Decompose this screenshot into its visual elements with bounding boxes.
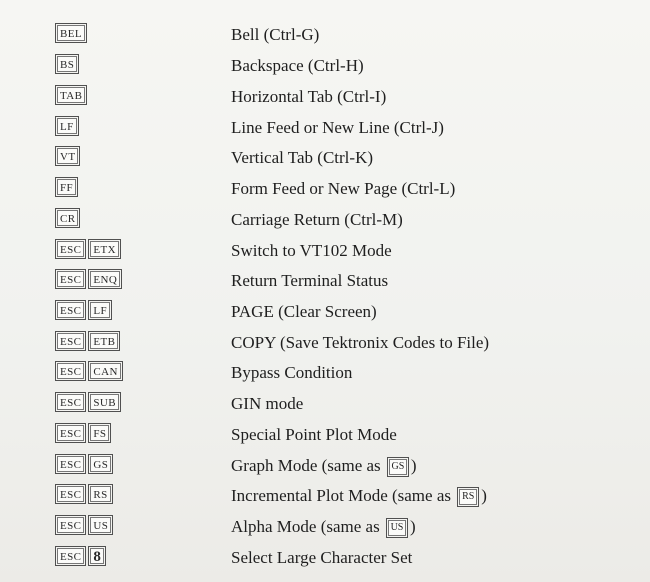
key-sequence [55,546,108,568]
row-description: Carriage Return (Ctrl-M) [231,210,403,229]
key-label: ESC [55,361,86,381]
key-label: ESC [55,423,86,443]
key-label: FS [88,423,111,443]
table-row [0,481,650,511]
row-description: Line Feed or New Line (Ctrl-J) [231,118,444,137]
key-label: 8 [88,546,106,566]
key-label: ESC [55,300,86,320]
key-sequence [55,361,125,383]
key-label: CR [55,208,80,228]
description-text-before: Incremental Plot Mode (same as [231,486,456,505]
inline-key-label: GS [387,457,409,477]
row-description: Horizontal Tab (Ctrl-I) [231,87,387,106]
key-label: CAN [88,361,122,381]
table-row [0,512,650,542]
description-text-after: ) [481,486,487,505]
table-row [0,389,650,419]
row-description [231,512,416,542]
key-sequence [55,484,115,506]
row-description: Bypass Condition [231,363,353,382]
key-label: ESC [55,392,86,412]
row-description: PAGE (Clear Screen) [231,302,377,321]
key-label: RS [88,484,112,504]
description-text-before: Alpha Mode (same as [231,517,384,536]
key-label: TAB [55,85,87,105]
row-description: Special Point Plot Mode [231,425,397,444]
row-description: Vertical Tab (Ctrl-K) [231,148,374,167]
row-description: Return Terminal Status [231,271,389,290]
table-row [0,205,650,235]
key-label: ESC [55,454,86,474]
key-label: LF [55,116,79,136]
key-sequence [55,177,80,199]
key-label: VT [55,146,80,166]
key-label: ESC [55,331,86,351]
key-sequence [55,454,115,476]
table-row [0,82,650,112]
key-sequence [55,331,122,353]
key-label: ENQ [88,269,122,289]
description-text-after: ) [410,456,417,475]
row-description [231,451,417,481]
description-text-before: Graph Mode (same as [231,456,385,475]
key-label: LF [88,300,112,320]
row-description: COPY (Save Tektronix Codes to File) [231,333,490,352]
key-label: ESC [55,515,86,535]
description-text-after: ) [409,517,416,536]
table-row [0,328,650,358]
key-sequence [55,392,123,414]
table-row [0,297,650,327]
key-sequence [55,423,113,445]
key-sequence [55,116,81,138]
table-row [0,266,650,296]
key-sequence [55,54,81,76]
table-row [0,143,650,173]
table-row [0,20,650,50]
table-row [0,236,650,266]
table-row [0,451,650,481]
key-label: BS [55,54,79,74]
table-row [0,358,650,388]
inline-key-label: US [386,518,408,538]
key-sequence [55,300,114,322]
key-sequence [55,146,82,168]
key-sequence [55,85,89,107]
key-label: FF [55,177,78,197]
key-label: ETB [88,331,120,351]
inline-key-label: RS [457,487,479,507]
key-label: ESC [55,239,86,259]
row-description: Switch to VT102 Mode [231,241,392,260]
key-label: SUB [88,392,121,412]
key-label: BEL [55,23,87,43]
row-description: GIN mode [231,394,304,413]
key-sequence [55,269,124,291]
key-label: GS [88,454,113,474]
key-sequence [55,23,89,45]
row-description: Bell (Ctrl-G) [231,25,320,44]
key-sequence [55,515,115,537]
key-label: ESC [55,546,86,566]
table-row [0,51,650,81]
row-description: Select Large Character Set [231,548,413,567]
row-description: Form Feed or New Page (Ctrl-L) [231,179,456,198]
row-description [231,481,487,511]
table-row [0,113,650,143]
key-label: ESC [55,269,86,289]
table-row [0,543,650,573]
row-description: Backspace (Ctrl-H) [231,56,364,75]
key-sequence [55,208,82,230]
key-label: US [88,515,113,535]
key-label: ESC [55,484,86,504]
table-row [0,420,650,450]
key-label: ETX [88,239,121,259]
key-sequence [55,239,123,261]
table-row [0,174,650,204]
